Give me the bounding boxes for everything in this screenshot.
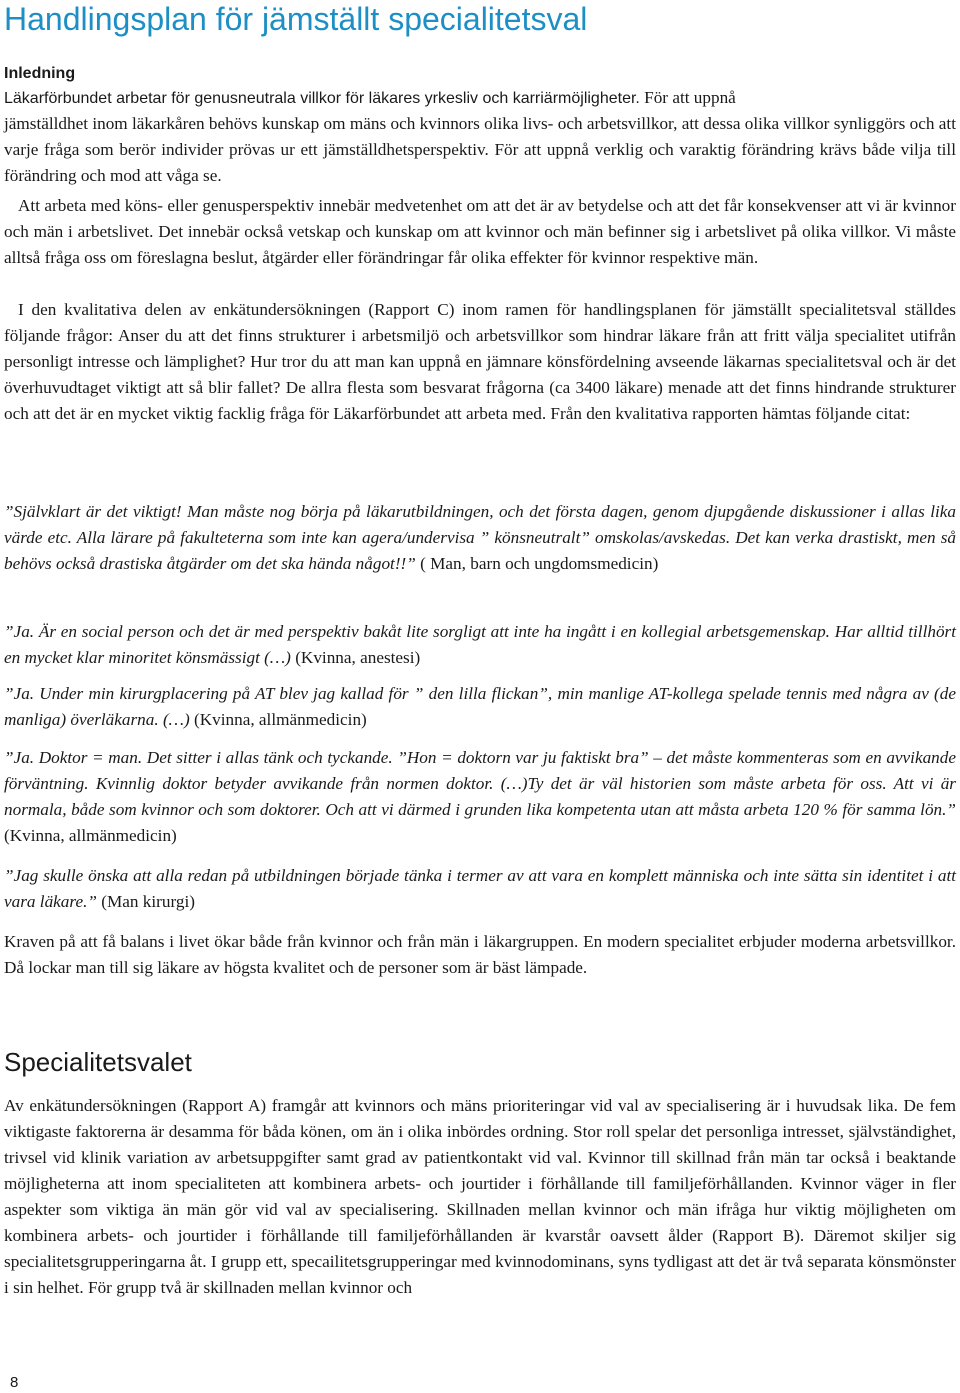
quote-source: ( Man, barn och ungdomsmedicin) xyxy=(415,554,659,573)
intro-paragraph-1: jämställdhet inom läkarkåren behövs kunskap om mäns och kvinnors olika livs- och arbetsvillkor, att dessa olika villkor synliggörs och att varje fråga som berör individer prövas ur ett jämställdhetsperspektiv. För att uppnå verklig och varaktig förändring krävs både vilja till förändring och mod att våga se. xyxy=(4,114,956,185)
intro-heading: Inledning xyxy=(4,65,76,82)
intro-lead-paragraph xyxy=(4,85,956,112)
closing-paragraph: Kraven på att få balans i livet ökar både från kvinnor och från män i läkargruppen. En modern specialitet erbjuder moderna arbetsvillkor. Då lockar man till sig läkare av högsta kvalitet och de personer som är bäst lämpade. xyxy=(4,932,956,977)
quote-text: ”Ja. Är en social person och det är med perspektiv bakåt lite sorgligt att inte ha ingått i en kollegial arbetsgemenskap. Har alltid tillhört en mycket klar minoritet könsmässigt (…) xyxy=(4,622,956,667)
page-number: 8 xyxy=(10,1374,19,1391)
quote-3 xyxy=(4,681,956,733)
quote-2 xyxy=(4,619,956,671)
section2-paragraph-1: Av enkätundersökningen (Rapport A) framgår att kvinnors och mäns prioriteringar vid val av specialisering är i huvudsak lika. De fem viktigaste faktorerna är desamma för båda könen, om än i olika inbördes ordning. Stor roll spelar det personliga intresset, självständighet, trivsel vid klinik variation av arbetsuppgifter samt grad av patientkontakt vid val. Kvinnor till skillnad från män tar också i beaktande möjligheterna att inom specialiteten att kombinera arbets- och jourtider i förhållande till familjeförhållanden. Kvinnor väger in fler aspekter som viktiga än män gör vid val av specialisering. Skillnaden mellan kvinnor och män ifråga hur viktig möjligheten om kombinera arbets- och jourtider i förhållande till familjeförhållanden är kvarstår oavsett ålder (Rapport B). Däremot skiljer sig specialitetsgrupperingarna åt. I grupp ett, specailitetsgrupperingar med kvinnodominans, syns tydligast att det är två separata könsmönster i sin helhet. För grupp två är skillnaden mellan kvinnor och xyxy=(4,1096,956,1297)
quote-text: ”Självklart är det viktigt! Man måste nog börja på läkarutbildningen, och det första dagen, genom djupgående diskussioner i allas lika värde etc. Alla lärare på fakulteterna som inte kan agera/undervisa ” könsneutralt” omskolas/avskedas. Det kan verka drastiskt, men så behövs också drastiska åtgärder om det ska hända något!!” xyxy=(4,502,956,573)
quote-text: ”Ja. Doktor = man. Det sitter i allas tänk och tyckande. ”Hon = doktorn var ju faktiskt bra” – det måste kommenteras som en avvikande förväntning. Kvinnlig doktor betyder avvikande från normen doktor. (…)Ty det är väl historien som måste arbeta för oss. Att vi är normala, både som kvinnor och som doktorer. Och att vi därmed i grunden lika kompetenta utan att måsta arbeta 120 % för samma lön.” xyxy=(4,748,956,819)
quote-text: ”Ja. Under min kirurgplacering på AT blev jag kallad för ” den lilla flickan”, min manlige AT-kollega spelade tennis med några av (de manliga) överläkarna. (…) xyxy=(4,684,956,729)
intro-paragraph-2: Att arbeta med köns- eller genusperspektiv innebär medvetenhet om att det är av betydelse och att det får konsekvenser att vi är kvinnor och män i arbetslivet. Det innebär också vetskap och kunskap om att kvinnor och män befinner sig i arbetslivet på olika villkor. Vi måste alltså fråga oss om föreslagna beslut, åtgärder eller förändringar får olika effekter för kvinnor respektive män. xyxy=(4,196,956,267)
quote-source: (Kvinna, allmänmedicin) xyxy=(189,710,367,729)
quote-5 xyxy=(4,863,956,915)
quote-source: (Kvinna, allmänmedicin) xyxy=(4,826,177,845)
quote-source: (Man kirurgi) xyxy=(96,892,195,911)
intro-lead-text: Läkarförbundet arbetar för genusneutrala villkor för läkares yrkesliv och karriärmöjligheter. xyxy=(4,90,640,107)
intro-paragraph-3: I den kvalitativa delen av enkätundersökningen (Rapport C) inom ramen för handlingsplanen för jämställt specialitetsval ställdes följande frågor: Anser du att det finns strukturer i arbetsmiljö och arbetsvillkor som hindrar läkare från att fritt välja specialitet utifrån personligt intresse och lämplighet? Hur tror du att man kan uppnå en jämnare könsfördelning avseende läkarnas specialitetsval och är det överhuvudtaget viktigt att så blir fallet? De allra flesta som besvarat frågorna (ca 3400 läkare) menade att det finns hindrande strukturer och att det är en mycket viktig facklig fråga för Läkarförbundet att arbeta med. Från den kvalitativa rapporten hämtas följande citat: xyxy=(4,300,956,423)
page-title: Handlingsplan för jämställt specialitetsval xyxy=(4,1,588,37)
section-heading-specialitetsvalet: Specialitetsvalet xyxy=(4,1047,192,1077)
quote-4 xyxy=(4,745,956,849)
intro-lead-continuation: För att uppnå xyxy=(639,88,736,107)
quote-source: (Kvinna, anestesi) xyxy=(290,648,421,667)
quote-1 xyxy=(4,499,956,577)
quote-text: ”Jag skulle önska att alla redan på utbildningen började tänka i termer av att vara en komplett människa och inte sätta sin identitet i att vara läkare.” xyxy=(4,866,956,911)
